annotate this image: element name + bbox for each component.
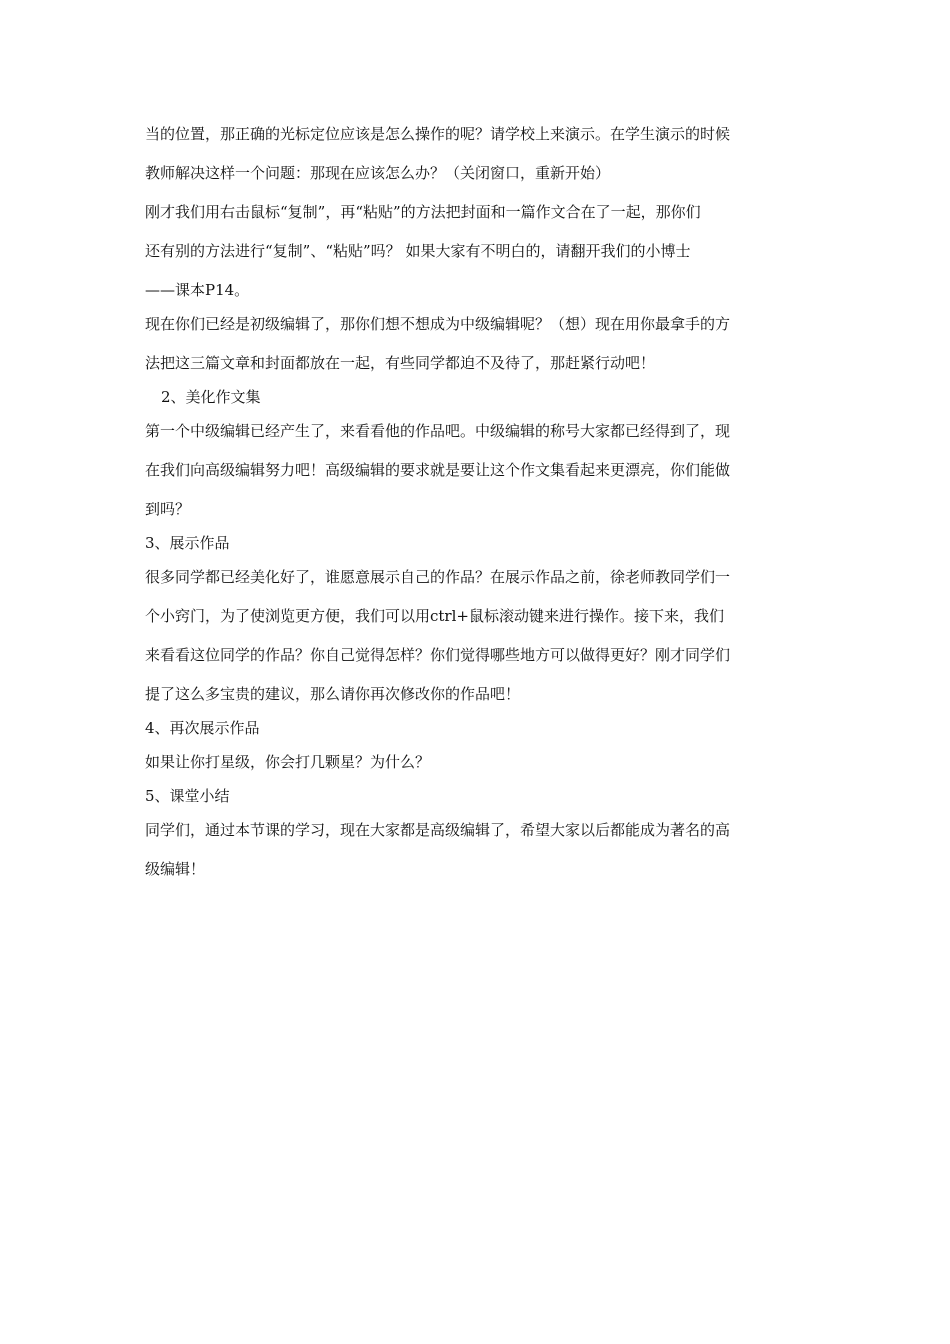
- section-heading: 3、展示作品: [145, 534, 230, 552]
- text-line: ——课本P14。: [145, 281, 250, 299]
- text-line: 当的位置，那正确的光标定位应该是怎么操作的呢？请学校上来演示。在学生演示的时候: [145, 125, 731, 143]
- text-line: 刚才我们用右击鼠标“复制”，再“粘贴”的方法把封面和一篇作文合在了一起，那你们: [145, 203, 701, 221]
- section-heading: 4、再次展示作品: [145, 719, 260, 737]
- text-line: 还有别的方法进行“复制”、“粘贴”吗？ 如果大家有不明白的，请翻开我们的小博士: [145, 242, 691, 260]
- text-line: 如果让你打星级，你会打几颗星？为什么？: [145, 753, 431, 771]
- text-line: 级编辑！: [145, 860, 206, 878]
- text-line: 来看看这位同学的作品？你自己觉得怎样？你们觉得哪些地方可以做得更好？刚才同学们: [145, 646, 731, 664]
- text-line: 提了这么多宝贵的建议，那么请你再次修改你的作品吧！: [145, 685, 521, 703]
- section-heading: 5、课堂小结: [145, 787, 230, 805]
- text-line: 教师解决这样一个问题：那现在应该怎么办？（关闭窗口，重新开始）: [145, 164, 611, 182]
- text-line: 现在你们已经是初级编辑了，那你们想不想成为中级编辑呢？（想）现在用你最拿手的方: [145, 315, 731, 333]
- text-line: 个小窍门，为了使浏览更方便，我们可以用ctrl+鼠标滚动键来进行操作。接下来，我们: [145, 607, 724, 625]
- text-line: 同学们，通过本节课的学习，现在大家都是高级编辑了，希望大家以后都能成为著名的高: [145, 821, 731, 839]
- text-line: 法把这三篇文章和封面都放在一起，有些同学都迫不及待了，那赶紧行动吧！: [145, 354, 656, 372]
- text-line: 很多同学都已经美化好了，谁愿意展示自己的作品？在展示作品之前，徐老师教同学们一: [145, 568, 731, 586]
- text-line: 第一个中级编辑已经产生了，来看看他的作品吧。中级编辑的称号大家都已经得到了，现: [145, 422, 731, 440]
- text-line: 在我们向高级编辑努力吧！高级编辑的要求就是要让这个作文集看起来更漂亮，你们能做: [145, 461, 731, 479]
- section-heading: 2、美化作文集: [161, 388, 261, 406]
- document-body: [145, 124, 810, 879]
- text-line: 到吗？: [145, 500, 191, 518]
